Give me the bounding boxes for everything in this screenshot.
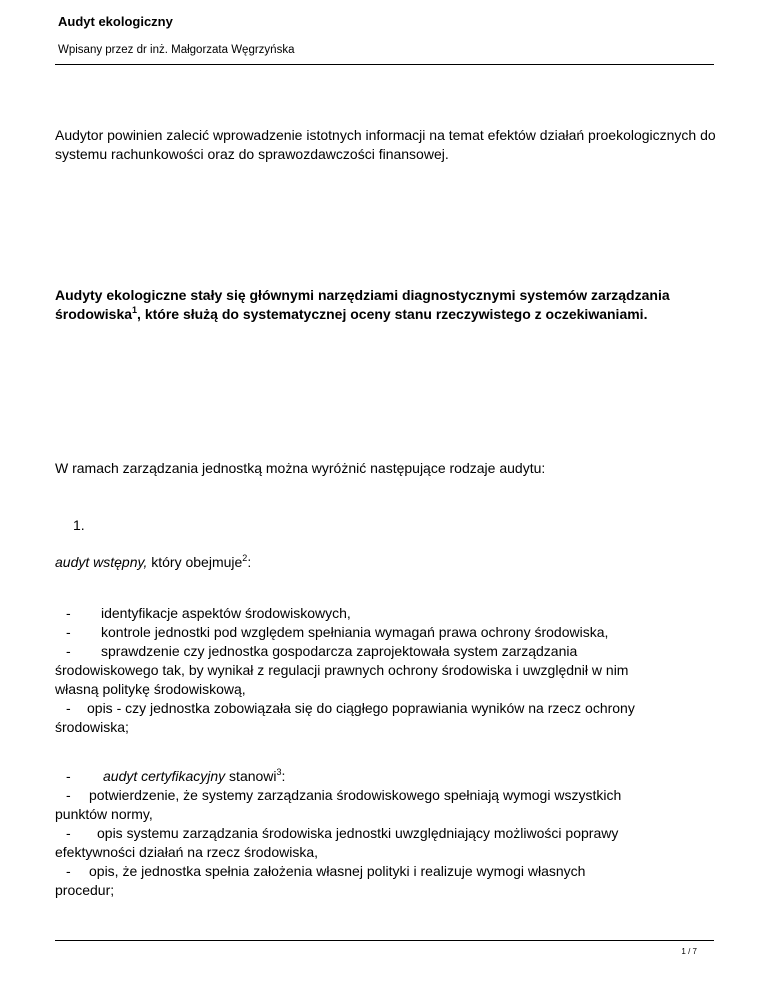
cert-audit-rest: stanowi	[225, 768, 277, 784]
header-title: Audyt ekologiczny	[58, 14, 173, 29]
list-item	[55, 623, 720, 642]
initial-audit-heading	[55, 553, 720, 572]
list-item-text: opis - czy jednostka zobowiązała się do ciągłego poprawiania wyników na rzecz ochrony	[87, 700, 635, 716]
dash-marker: -	[66, 700, 71, 716]
footer-rule	[55, 940, 714, 941]
cert-audit-heading	[55, 767, 720, 786]
list-item	[55, 604, 720, 623]
header-rule	[55, 64, 714, 65]
list-item-continuation: efektywności działań na rzecz środowiska,	[55, 844, 319, 860]
footnote-ref-1: 1	[132, 305, 138, 315]
bold-paragraph-part2: , które służą do systematycznej oceny stanu rzeczywistego z oczekiwaniami.	[137, 306, 648, 322]
list-item-continuation: procedur;	[55, 882, 115, 898]
audit-types-intro: W ramach zarządzania jednostką można wyróżnić następujące rodzaje audytu:	[55, 460, 546, 476]
intro-paragraph: Audytor powinien zalecić wprowadzenie istotnych informacji na temat efektów działań proekologicznych do systemu rachunkowości oraz do sprawozdawczości finansowej.	[55, 127, 716, 162]
cert-audit-term: audyt certyfikacyjny	[103, 768, 226, 784]
list-item	[55, 862, 720, 881]
dash-marker: -	[66, 624, 71, 640]
footnote-ref-3: 3	[276, 767, 282, 777]
footnote-ref-2: 2	[242, 553, 248, 563]
dash-marker: -	[66, 787, 71, 803]
dash-marker: -	[66, 825, 71, 841]
dash-marker: -	[66, 863, 71, 879]
dash-marker: -	[66, 768, 71, 784]
list-item	[55, 786, 720, 805]
list-item-continuation: punktów normy,	[55, 806, 153, 822]
initial-audit-colon: :	[247, 554, 252, 570]
list-item-text: opis systemu zarządzania środowiska jednostki uwzględniający możliwości poprawy	[97, 825, 619, 841]
bold-paragraph-part1: Audyty ekologiczne stały się głównymi narzędziami diagnostycznymi systemów zarządzania środowiska	[55, 287, 670, 322]
list-item-text: sprawdzenie czy jednostka gospodarcza zaprojektowała system zarządzania	[101, 643, 578, 659]
dash-marker: -	[66, 643, 71, 659]
list-item	[55, 824, 720, 843]
list-item	[55, 642, 720, 661]
list-item-continuation: środowiska;	[55, 719, 129, 735]
list-item-text: opis, że jednostka spełnia założenia własnej polityki i realizuje wymogi własnych	[89, 863, 586, 879]
header-author: Wpisany przez dr inż. Małgorzata Węgrzyńska	[58, 44, 295, 56]
list-item-continuation: środowiskowego tak, by wynikał z regulacji prawnych ochrony środowiska i uwzględnił w nim	[55, 662, 629, 678]
bold-paragraph	[55, 286, 720, 324]
list-number: 1.	[73, 517, 85, 533]
list-item-text: identyfikacje aspektów środowiskowych,	[101, 605, 351, 621]
list-item	[55, 699, 720, 718]
page-number: 1 / 7	[681, 947, 697, 956]
list-item-text: kontrole jednostki pod względem spełniania wymagań prawa ochrony środowiska,	[101, 624, 609, 640]
initial-audit-rest: który obejmuje	[147, 554, 243, 570]
initial-audit-term: audyt wstępny,	[55, 554, 148, 570]
list-item-continuation: własną politykę środowiskową,	[55, 681, 246, 697]
list-item-text: potwierdzenie, że systemy zarządzania środowiskowego spełniają wymogi wszystkich	[89, 787, 622, 803]
cert-audit-colon: :	[281, 768, 286, 784]
dash-marker: -	[66, 605, 71, 621]
